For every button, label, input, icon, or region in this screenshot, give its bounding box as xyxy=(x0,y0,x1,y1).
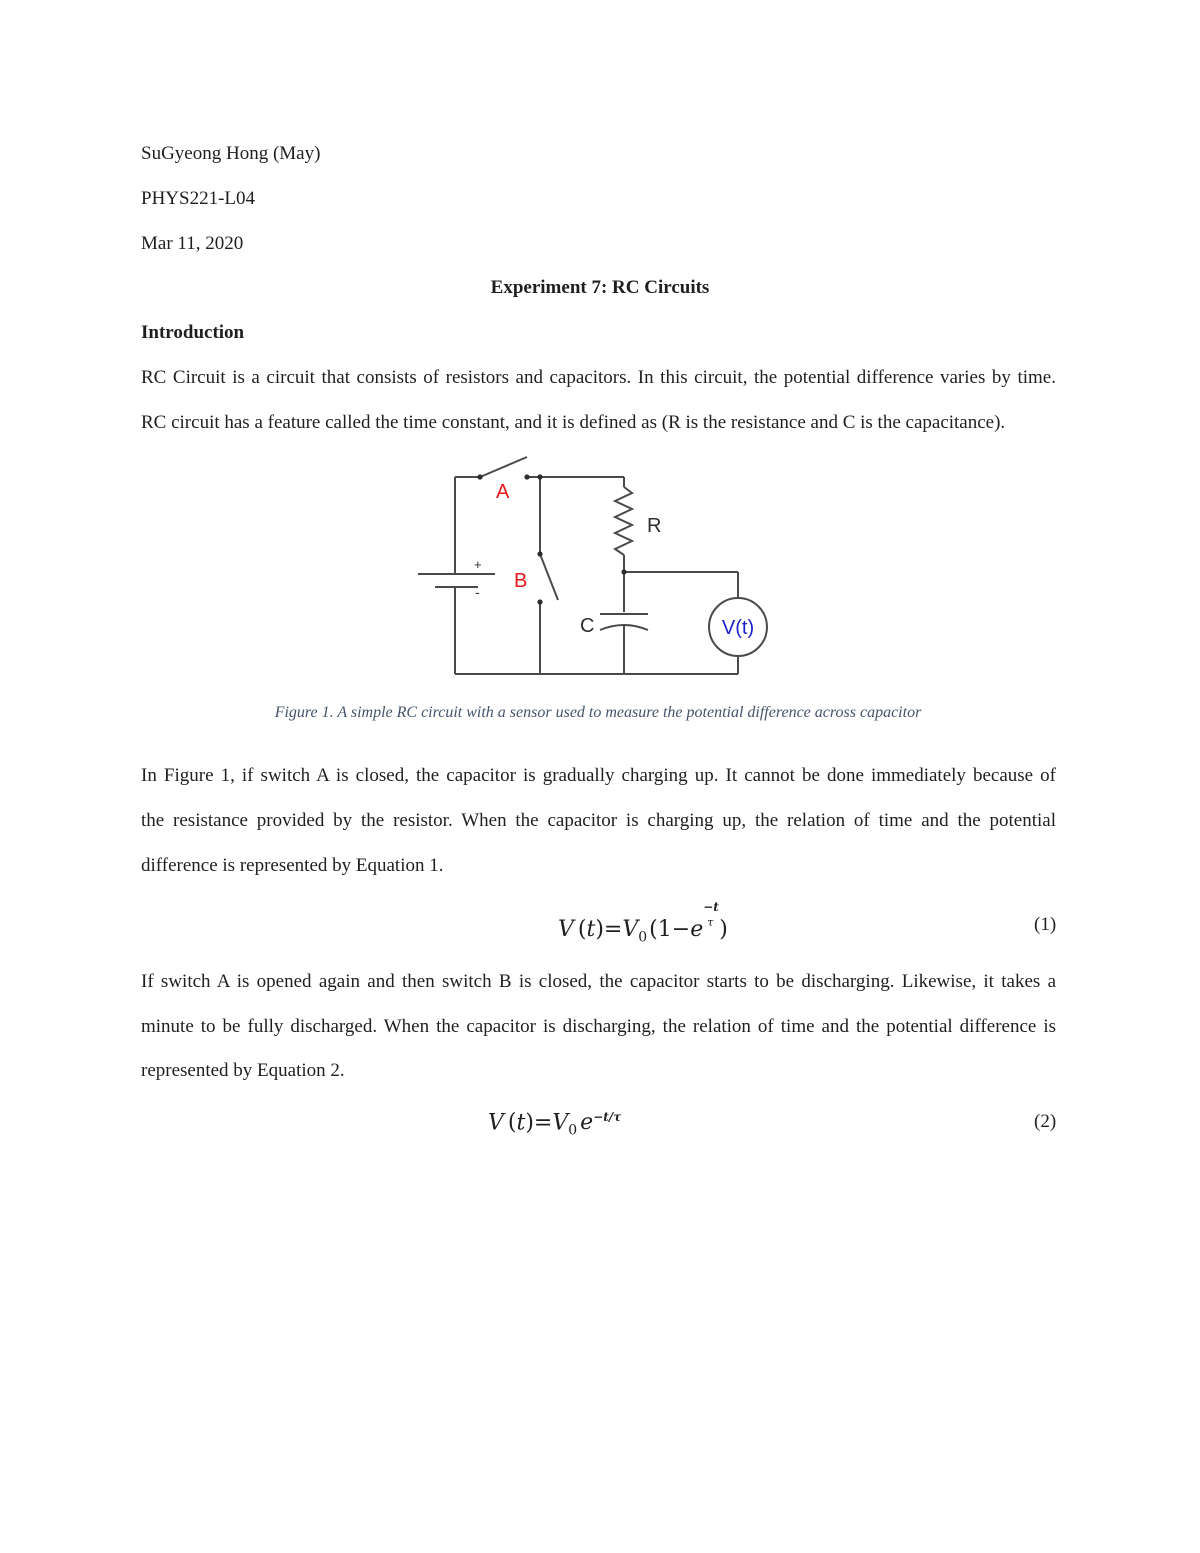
intro-line-1: RC Circuit is a circuit that consists of resistors and capacitors. In this circuit, the potential difference varies by time. xyxy=(141,367,1056,388)
figure-caption: Figure 1. A simple RC circuit with a sensor used to measure the potential difference across capacitor xyxy=(274,704,922,721)
page-title: Experiment 7: RC Circuits xyxy=(490,277,710,298)
charging-line-2: the resistance provided by the resistor. When the capacitor is charging up, the relation of time and the potential xyxy=(141,810,1056,831)
switch-a-label: A xyxy=(496,481,510,503)
capacitor-label: C xyxy=(580,615,595,637)
eq1-equals: = xyxy=(603,917,623,942)
eq1-exponent-denominator: τ xyxy=(707,916,714,929)
equation-1-number: (1) xyxy=(1034,914,1057,935)
eq2-v: V xyxy=(552,1110,569,1136)
eq1-lhs-arg: t xyxy=(586,917,596,942)
author-name: SuGyeong Hong (May) xyxy=(141,143,321,164)
eq2-equals: = xyxy=(533,1110,553,1136)
discharging-line-2: minute to be fully discharged. When the capacitor is discharging, the relation of time and the potential difference is xyxy=(141,1016,1056,1037)
eq1-e: e xyxy=(690,917,704,942)
equation-2-number: (2) xyxy=(1034,1111,1057,1132)
battery-plus-label: + xyxy=(474,557,482,572)
eq2-lhs: V xyxy=(488,1110,504,1136)
eq2-lhs-arg: t xyxy=(516,1110,526,1136)
eq1-v: V xyxy=(622,917,639,942)
eq1-minus: − xyxy=(671,917,691,942)
battery-minus-label: - xyxy=(475,584,480,600)
charging-line-1: In Figure 1, if switch A is closed, the capacitor is gradually charging up. It cannot be done immediately because of xyxy=(141,765,1056,786)
section-heading-introduction: Introduction xyxy=(141,322,245,343)
charging-line-3: difference is represented by Equation 1. xyxy=(141,855,444,876)
sensor-label: V(t) xyxy=(721,617,755,639)
eq2-subscript: 0 xyxy=(568,1122,578,1139)
discharging-line-3: represented by Equation 2. xyxy=(141,1060,345,1081)
eq1-exponent-numerator: −t xyxy=(703,900,719,914)
discharging-line-1: If switch A is opened again and then switch B is closed, the capacitor starts to be discharging. Likewise, it takes a xyxy=(141,971,1056,992)
rc-circuit-diagram xyxy=(410,450,790,685)
eq2-exponent: −t/τ xyxy=(593,1110,622,1124)
report-date: Mar 11, 2020 xyxy=(141,233,244,254)
switch-b-label: B xyxy=(514,570,528,592)
intro-line-2: RC circuit has a feature called the time constant, and it is defined as (R is the resistance and C is the capacitance). xyxy=(141,412,1006,433)
switch-a-lever xyxy=(480,457,527,477)
resistor-zigzag xyxy=(615,487,632,555)
resistor-label: R xyxy=(647,515,662,537)
equation-2: V $(t)=V_0$ $e^{-t/\tau}$ xyxy=(488,1110,622,1139)
equation-1: V $(t)=V_0(1-e$ −t τ ) xyxy=(558,900,728,946)
eq1-subscript: 0 xyxy=(638,929,648,946)
eq2-e: e xyxy=(580,1110,594,1136)
eq1-lhs: V xyxy=(558,917,574,942)
eq1-one: 1 xyxy=(657,917,672,942)
switch-b-lever xyxy=(540,554,558,600)
course-code: PHYS221-L04 xyxy=(141,188,256,209)
